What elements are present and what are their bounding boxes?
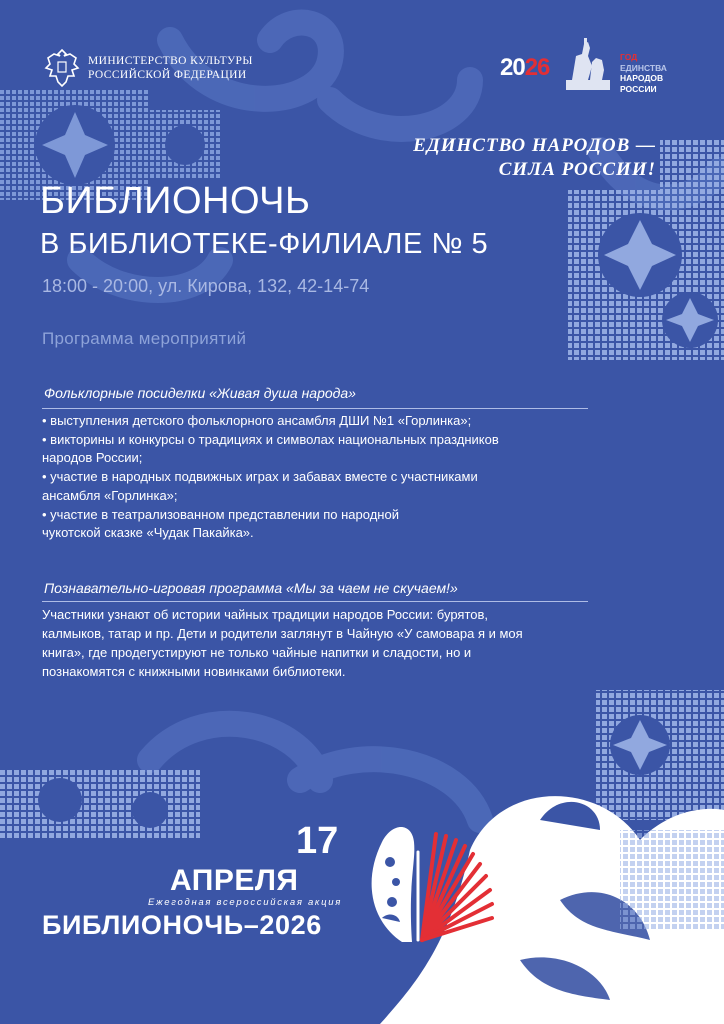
- section2-text: [42, 605, 622, 681]
- year-white: 20: [500, 54, 525, 81]
- list-item: • участие в народных подвижных играх и забавах вместе с участниками: [42, 469, 478, 485]
- section2-divider: [42, 601, 588, 602]
- text-line: книга», где продегустируют не только чайные напитки и сладости, но и: [42, 645, 472, 660]
- event-title: БИБЛИОНОЧЬ: [40, 180, 311, 222]
- ministry-line1: МИНИСТЕРСТВО КУЛЬТУРЫ: [88, 55, 253, 67]
- ministry-line2: РОССИЙСКОЙ ФЕДЕРАЦИИ: [88, 69, 247, 81]
- text-line: Участники узнают об истории чайных традиции народов России: бурятов,: [42, 607, 488, 622]
- slogan: [413, 134, 656, 182]
- section1-divider: [42, 408, 588, 409]
- slogan-line1: ЕДИНСТВО НАРОДОВ —: [413, 135, 656, 156]
- section1-list: [42, 412, 622, 543]
- text-line: калмыков, татар и пр. Дети и родители заглянут в Чайную «У самовара я и моя: [42, 626, 523, 641]
- year-of-unity-logo: [500, 36, 670, 96]
- list-item: • выступления детского фольклорного ансамбля ДШИ №1 «Горлинка»;: [42, 413, 472, 428]
- event-subtitle: В БИБЛИОТЕКЕ-ФИЛИАЛЕ № 5: [40, 228, 489, 260]
- event-time-address: 18:00 - 20:00, ул. Кирова, 132, 42-14-74: [42, 276, 370, 296]
- slogan-line2: СИЛА РОССИИ!: [498, 159, 656, 180]
- eagle-emblem-icon: [42, 46, 82, 90]
- year-logo-line2: ЕДИНСТВА: [620, 62, 667, 73]
- list-item: • викторины и конкурсы о традициях и символах национальных праздников: [42, 431, 499, 447]
- year-red: 26: [524, 54, 550, 81]
- list-item: народов России;: [42, 450, 143, 466]
- year-logo-line1: ГОД: [620, 52, 638, 62]
- year-number: [500, 54, 549, 82]
- program-heading: Программа мероприятий: [42, 329, 247, 348]
- event-name: БИБЛИОНОЧЬ–2026: [42, 910, 322, 940]
- year-logo-line4: РОССИИ: [620, 83, 657, 94]
- year-logo-line3: НАРОДОВ: [620, 73, 664, 83]
- list-item: ансамбля «Горлинка»;: [42, 487, 178, 503]
- text-line: познакомятся с книжными новинками библиотеки.: [42, 664, 346, 679]
- list-item: • участие в театрализованном представлении по народной: [42, 506, 399, 522]
- action-line: Ежегодная всероссийская акция: [148, 897, 343, 908]
- ministry-header: [42, 46, 253, 90]
- year-logo-text: [620, 52, 667, 94]
- date-number: 17: [296, 820, 339, 862]
- feather-book-icon: [352, 822, 512, 944]
- monument-icon: [562, 36, 614, 92]
- section1-heading: Фольклорные посиделки «Живая душа народа»: [44, 385, 356, 401]
- section2-heading: Познавательно-игровая программа «Мы за чаем не скучаем!»: [44, 580, 458, 596]
- date-month: АПРЕЛЯ: [170, 864, 299, 897]
- list-item: чукотской сказке «Чудак Пакайка».: [42, 525, 254, 541]
